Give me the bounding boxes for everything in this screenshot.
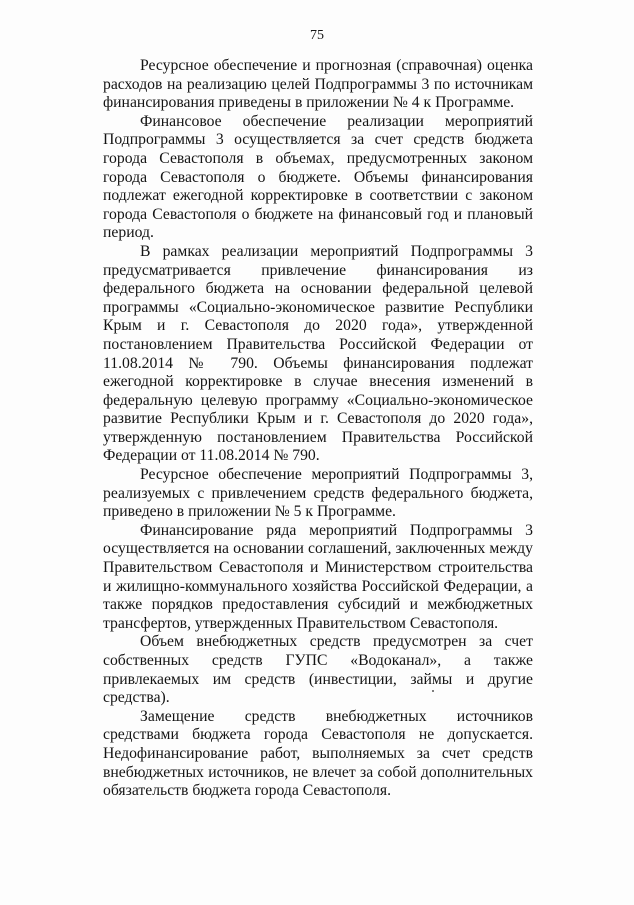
paragraph-extrabudgetary-funds: Объем внебюджетных средств предусмотрен за счет собственных средств ГУПС «Водоканал», а также привлекаемых им средств (инвестиции, займы и другие средства). <box>103 633 533 707</box>
paragraph-federal-resource-provision: Ресурсное обеспечение мероприятий Подпрограммы 3, реализуемых с привлечением средств федерального бюджета, приведено в приложении № 5 к Программе. <box>103 466 533 521</box>
page-number: 75 <box>310 28 324 43</box>
paragraph-resource-provision: Ресурсное обеспечение и прогнозная (справочная) оценка расходов на реализацию целей Подпрограммы 3 по источникам финансирования приведены в приложении № 4 к Программе. <box>103 57 533 112</box>
paragraph-financial-provision: Финансовое обеспечение реализации мероприятий Подпрограммы 3 осуществляется за счет средств бюджета города Севастополя в объемах, предусмотренных законом города Севастополя о бюджете. Объемы финансирования подлежат ежегодной корректировке в соответствии с законом города Севастополя о бюджете на финансовый год и плановый период. <box>103 112 533 242</box>
paragraph-budget-substitution: Замещение средств внебюджетных источников средствами бюджета города Севастополя не допускается. Недофинансирование работ, выполняемых за счет средств внебюджетных источников, не влечет за собой дополнительных обязательств бюджета города Севастополя. <box>103 707 533 800</box>
document-body <box>103 57 533 801</box>
paragraph-agreements-funding: Финансирование ряда мероприятий Подпрограммы 3 осуществляется на основании соглашений, заключенных между Правительством Севастополя и Министерством строительства и жилищно-коммунального хозяйства Российской Федерации, а также порядков предоставления субсидий и межбюджетных трансфертов, утвержденных Правительством Севастополя. <box>103 521 533 632</box>
scan-speck <box>432 690 434 692</box>
paragraph-federal-funding: В рамках реализации мероприятий Подпрограммы 3 предусматривается привлечение финансирования из федерального бюджета на основании федеральной целевой программы «Социально-экономическое развитие Республики Крым и г. Севастополя до 2020 года», утвержденной постановлением Правительства Российской Федерации от 11.08.2014 № 790. Объемы финансирования подлежат ежегодной корректировке в случае внесения изменений в федеральную целевую программу «Социально-экономическое развитие Республики Крым и г. Севастополя до 2020 года», утвержденную постановлением Правительства Российской Федерации от 11.08.2014 № 790. <box>103 242 533 465</box>
